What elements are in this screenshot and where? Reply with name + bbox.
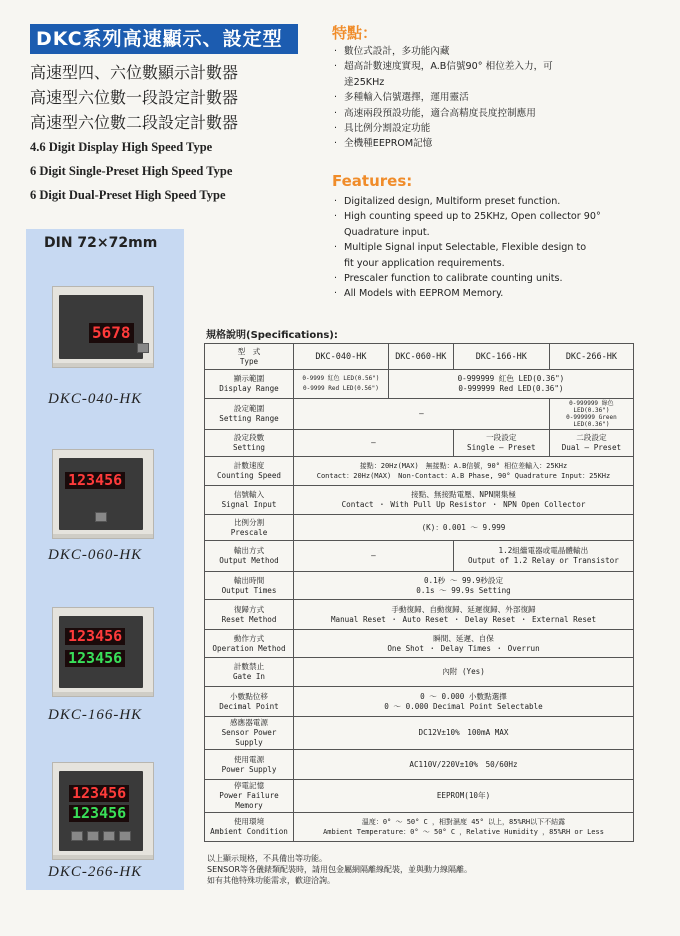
table-row (205, 399, 634, 430)
spec-cell: 內附 (Yes) (294, 658, 634, 687)
product-panel (26, 229, 184, 890)
spec-label: 型 式 Type (205, 344, 294, 370)
feature-zh-item: · 數位式設計，多功能內藏 (334, 46, 450, 57)
subtitles (30, 60, 320, 207)
spec-label: 動作方式 Operation Method (205, 630, 294, 658)
led-display-top: 123456 (69, 785, 129, 802)
spec-cell: 瞬間、延遲、自保 One Shot ・ Delay Times ・ Overrun (294, 630, 634, 658)
feature-en-item: · All Models with EEPROM Memory. (334, 288, 504, 300)
features-en-title: Features: (332, 172, 413, 190)
subtitle-zh-3: 高速型六位數二段設定計數器 (30, 113, 239, 132)
features-zh-list (334, 44, 634, 152)
key-icon (103, 831, 115, 841)
device-photo-040 (52, 286, 154, 368)
spec-label: 復歸方式 Reset Method (205, 600, 294, 630)
feature-zh-item: 達25KHz (344, 76, 385, 88)
spec-cell: 1.2組繼電器或電晶體輸出 Output of 1.2 Relay or Transistor (453, 541, 633, 572)
feature-zh-item: · 高速兩段預設功能，適合高精度長度控制應用 (334, 107, 536, 119)
spec-label: 設定段數 Setting (205, 430, 294, 457)
model-label-040: DKC-040-HK (48, 391, 143, 407)
spec-cell: 0.1秒 ～ 99.9秒設定 0.1s ～ 99.9s Setting (294, 572, 634, 600)
key-icon (137, 343, 149, 353)
key-icon (119, 831, 131, 841)
device-photo-266 (52, 762, 154, 860)
spec-label: 使用環境 Ambient Condition (205, 813, 294, 842)
spec-cell: DC12V±10% 100mA MAX (294, 717, 634, 750)
subtitle-en-1: 4.6 Digit Display High Speed Type (30, 140, 213, 154)
model-label-266: DKC-266-HK (48, 864, 143, 880)
feature-zh-item: · 全機種EEPROM記憶 (334, 138, 433, 150)
features-en-list (334, 194, 634, 302)
table-row (205, 572, 634, 600)
feature-zh-item: · 多種輸入信號選擇，運用靈活 (334, 92, 469, 104)
led-display-bottom: 123456 (69, 805, 129, 822)
spec-label: 比例分割 Prescale (205, 515, 294, 541)
table-row (205, 658, 634, 687)
spec-label: 使用電源 Power Supply (205, 750, 294, 780)
device-photo-060 (52, 449, 154, 539)
spec-cell: 0 ～ 0.000 小數點選擇 0 ～ 0.000 Decimal Point Selectable (294, 687, 634, 717)
table-row (205, 687, 634, 717)
features-zh-title: 特點： (332, 24, 378, 42)
footnote: SENSOR等各儀錶類配裝時，請用包金屬網隔離線配裝，並與動力線隔離。 (207, 865, 473, 874)
spec-cell: AC110V/220V±10% 50/60Hz (294, 750, 634, 780)
subtitle-en-2: 6 Digit Single-Preset High Speed Type (30, 164, 233, 178)
spec-label: 感應器電源 Sensor Power Supply (205, 717, 294, 750)
key-icon (87, 831, 99, 841)
led-display: 123456 (65, 472, 125, 489)
feature-zh-item: · 具比例分割設定功能 (334, 123, 431, 135)
device-photo-166 (52, 607, 154, 697)
model-label-166: DKC-166-HK (48, 707, 143, 723)
spec-cell: 接點：20Hz(MAX) 無接點：A.B信號，90° 相位差輸入：25KHz Contact：20Hz(MAX) Non-Contact：A.B Phase, 90° Quadrature Input：25KHz (294, 457, 634, 486)
key-icon (71, 831, 83, 841)
spec-label: 輸出方式 Output Method (205, 541, 294, 572)
spec-cell: — (294, 399, 550, 430)
spec-cell: 二段設定 Dual — Preset (549, 430, 633, 457)
spec-model-header: DKC-040-HK (294, 344, 389, 370)
table-row (205, 541, 634, 572)
subtitle-zh-2: 高速型六位數一段設定計數器 (30, 88, 239, 107)
feature-en-item: · High counting speed up to 25KHz, Open collector 90° (334, 211, 601, 223)
spec-label: 輸出時間 Output Times (205, 572, 294, 600)
spec-cell: 0-9999 紅色 LED(0.56") 0-9999 Red LED(0.56") (294, 370, 389, 399)
spec-label: 設定範圍 Setting Range (205, 399, 294, 430)
spec-label: 計數速度 Counting Speed (205, 457, 294, 486)
spec-cell: 溫度：0° ～ 50° C ，相對濕度 45° 以上，85%RH以下不結露 Ambient Temperature：0° ～ 50° C ，Relative Humidity ，85%RH or Less (294, 813, 634, 842)
din-size-label: DIN 72×72mm (44, 235, 158, 251)
subtitle-en-3: 6 Digit Dual-Preset High Speed Type (30, 188, 226, 202)
table-row (205, 813, 634, 842)
spec-cell: 0-999999 綠色 LED(0.36") 0-999999 Green LED(0.36") (549, 399, 633, 430)
spec-label: 小數點位移 Decimal Point (205, 687, 294, 717)
table-row (205, 457, 634, 486)
footnote: 以上顯示規格，不具備出等功能。 (207, 854, 327, 863)
table-row (205, 486, 634, 515)
spec-model-header: DKC-166-HK (453, 344, 549, 370)
spec-cell: (K)：0.001 ～ 9.999 (294, 515, 634, 541)
spec-cell: — (294, 541, 454, 572)
table-row (205, 370, 634, 399)
feature-en-item: Quadrature input. (344, 226, 430, 238)
feature-en-item: fit your application requirements. (344, 257, 505, 269)
table-row (205, 600, 634, 630)
table-row (205, 515, 634, 541)
spec-cell: 接點、無接點電壓、NPN開集極 Contact ・ With Pull Up Resistor ・ NPN Open Collector (294, 486, 634, 515)
table-row (205, 344, 634, 370)
title-bar: DKC系列高速顯示、設定型 (30, 24, 298, 54)
feature-en-item: · Digitalized design, Multiform preset function. (334, 196, 561, 207)
spec-title: 規格說明(Specifications): (206, 330, 338, 341)
spec-cell: — (294, 430, 454, 457)
spec-label: 停電記憶 Power Failure Memory (205, 780, 294, 813)
table-row (205, 717, 634, 750)
spec-cell: 0-999999 紅色 LED(0.36") 0-999999 Red LED(0.36") (388, 370, 633, 399)
led-display-top: 123456 (65, 628, 125, 645)
spec-table (204, 343, 634, 842)
footnote: 如有其他特殊功能需求，歡迎洽詢。 (207, 876, 335, 885)
spec-label: 信號輸入 Signal Input (205, 486, 294, 515)
spec-cell: 一段設定 Single — Preset (453, 430, 549, 457)
spec-cell: 手動復歸、自動復歸、延遲復歸、外部復歸 Manual Reset ・ Auto Reset ・ Delay Reset ・ External Reset (294, 600, 634, 630)
led-display: 5678 (89, 323, 134, 343)
spec-label: 顯示範圍 Display Range (205, 370, 294, 399)
feature-en-item: · Multiple Signal input Selectable, Flexible design to (334, 242, 587, 254)
subtitle-zh-1: 高速型四、六位數顯示計數器 (30, 63, 239, 82)
spec-model-header: DKC-266-HK (549, 344, 633, 370)
table-row (205, 750, 634, 780)
footnotes (207, 853, 472, 886)
feature-en-item: · Prescaler function to calibrate counting units. (334, 273, 563, 285)
feature-zh-item: · 超高計數速度實現，A.B信號90° 相位差入力，可 (334, 61, 553, 73)
key-icon (95, 512, 107, 522)
spec-label: 計數禁止 Gate In (205, 658, 294, 687)
spec-model-header: DKC-060-HK (388, 344, 453, 370)
table-row (205, 430, 634, 457)
spec-cell: EEPROM(10年) (294, 780, 634, 813)
table-row (205, 630, 634, 658)
table-row (205, 780, 634, 813)
led-display-bottom: 123456 (65, 650, 125, 667)
model-label-060: DKC-060-HK (48, 547, 143, 563)
